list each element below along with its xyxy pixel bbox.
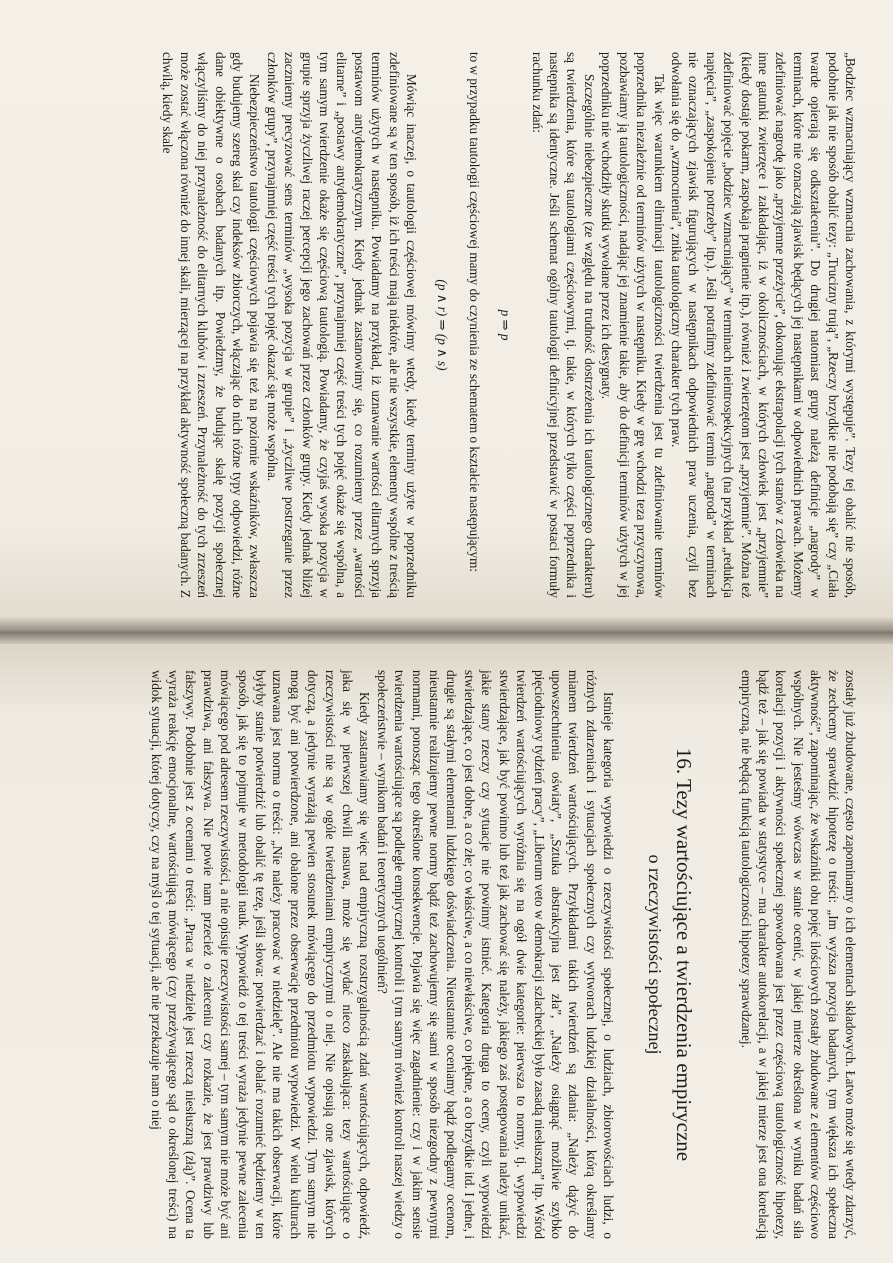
left-page (0, 0, 893, 618)
book-gutter (0, 618, 893, 644)
paragraph: Mówiąc inaczej, o tautologii częściowej mówimy wtedy, kiedy terminy użyte w poprzedniku zdefiniowane są w ten sposób, iż ich treści mają niektóre, ale nie wszystkie, elementy wspólne z treścią terminów użytych w następniku. Powiadamy na przykład, iż uznawanie wartości elitarnych sprzyja postawom antydemokratycznym. Kiedy jednak zastanowimy się, co rozumiemy przez „wartości elitarne” i „postawy antydemokratyczne”, przynajmniej część treści tych pojęć okaże się wspólna, a tym samym twierdzenie okaże się częściową tautologią. Powiadamy, że czyjaś wysoka pozycja w grupie sprzyja życzliwej raczej percepcji jego zachowań przez członków grupy. Kiedy jednak bliżej zaczniemy precyzować sens terminów „wysoka pozycja w grupie” i „życzliwe postrzeganie przez członków grupy”, przynajmniej część treści tych pojęć okazać się może wspólna. (264, 52, 420, 598)
formula-tautology: p ⇒ p (498, 309, 514, 341)
chapter-subtitle: o rzeczywistości społecznej (645, 854, 666, 1055)
paragraph: Szczególnie niebezpieczne (ze względu na trudność dostrzeżenia ich tautologicznego charakteru) są twierdzenia, które są tautologiami częściowymi, tj. takie, w których tylko części poprzednika i następnika są identyczne. Jeśli schemat ogólny tautologii definicyjnej przedstawić w postaci formuły rachunku zdań: (529, 52, 597, 598)
right-page (0, 644, 893, 1263)
paragraph: „Bodziec wzmacniający wzmacnia zachowania, z którymi występuje”. Tezy tej obalić nie sposób, podobnie jak nie sposób obalić tezy: „Trucizny trują”, „Rzeczy brzydkie nie podobają się” czy „Ciała twarde opierają się odkształceniu”. Do drugiej natomiast grupy należą definicje „nagrody” w terminach, które nie oznaczają zjawisk będących jej następnikami w odpowiednich prawach. Możemy zdefiniować nagrodę jako „przyjemne przeżycie”, dokonując ekstrapolacji tych stanów z człowieka na inne gatunki zwierzęce i zakładając, iż w okolicznościach, w których człowiek jest „przyjemnie” (kiedy dostaje pokarm, zaspokaja pragnienie itp.), również i zwierzętom jest „przyjemnie”. Można też zdefiniować pojęcie „bodziec wzmacniający” w terminach nieintrospekcyjnych (na przykład „redukcja napięcia”, „zaspokojenie potrzeby” itp.). Jeśli potrafimy zdefiniować termin „nagroda” w terminach nie oznaczających zjawisk figurujących w następnikach odpowiednich praw uczenia, czyli bez odwołania się do „wzmocnienia”, znika tautologiczny charakter tych praw. (668, 52, 858, 598)
paragraph: Kiedy zastanawiamy się więc nad empiryczną rozstrzygalnością zdań wartościujących, odpowiedź, jaka się w pierwszej chwili nasuwa, może się wydać nieco zaskakująca: tezy wartościujące o rzeczywistości nie są w ogóle twierdzeniami empirycznymi o niej. Nie opisują one zjawisk, których dotyczą, a jedynie wyrażają pewien stosunek mówiącego do przedmiotu wypowiedzi. Tym samym nie mogą być ani potwierdzone, ani obalone przez obserwację przedmiotu wypowiedzi. W wielu kulturach uznawana jest norma o treści: „Nie należy pracować w niedzielę”. Ale nie ma takich obserwacji, które byłyby stanie potwierdzić lub obalić tę tezę, jeśli słowa: potwierdzać i obalać rozumieć będziemy w ten sposób, jak się to pojmuje w metodologii nauk. Wypowiedź o tej treści wyraża jedynie pewne zalecenia mówiącego pod adresem rzeczywistości, a nie opisuje rzeczywistości samej – tym samym nie może być ani prawdziwa, ani fałszywa. Nie powie nam przecież o zaleceniu czy rozkazie, że jest prawdziwy lub fałszywy. Podobnie jest z ocenami o treści: „Praca w niedzielę jest rzeczą niesłuszną (złą)”. Ocena ta wyraża reakcję emocjonalne, wartościującą mówiącego (czy przeżywającego sąd o określonej treści) na widok sytuacji, której dotyczy, czy na myśl o tej sytuacji, ale nie przekazuje nam o niej (148, 670, 373, 1239)
paragraph: Niebezpieczeństwo tautologii częściowych pojawia się też na poziomie wskaźników, zwłaszcza gdy budujemy szereg skal czy indeksów zbiorczych, włączając do nich różne typy odpowiedzi, różne dane obiektywne o osobach badanych itp. Powiedzmy, że budując skalę pozycji społecznej włączyliśmy do niej przynależność do elitarnych klubów i zrzeszeń. Przynależność do tych zrzeszeń może zostać włączona również do innej skali, mierzącej na przykład aktywność społeczną badanych. Z chwilą, kiedy skale (160, 52, 263, 598)
paragraph: zostały już zbudowane, często zapominamy o ich elementach składowych. Łatwo może się wtedy zdarzyć, że zechcemy sprawdzić hipotezę o treści: „Im wyższa pozycja badanych, tym większa ich społeczna aktywność”, zapominając, że wskaźniki obu pojęć ilościowych zostały zbudowane z elementów częściowo wspólnych. Nie jesteśmy wówczas w stanie ocenić, w jakiej mierze określona w wyniku badań siła korelacji pozycji i aktywności społecznej spowodowana jest przez częściową tautologiczność hipotezy, bądź też – jak się powiada w statystyce – ma charakter autokorelacji, a w jakiej mierze jest ona korelacją empiryczną, nie będącą funkcją tautologiczności hipotezy sprawdzanej. (738, 670, 858, 1239)
formula-partial-tautology: (p ∧ r) ⇒ (p ∧ s) (435, 279, 451, 371)
paragraph: Tak więc warunkiem eliminacji tautologiczności twierdzenia jest tu zdefiniowanie terminów poprzednika niezależnie od terminów użytych w następniku. Kiedy w grę wchodzi teza przyczynowa, pozbawiamy ją tautologiczności, nadając jej znamienie takie, aby do definicji terminów użytych w jej poprzedniku nie wchodziły skutki wywołane przez ich desygnaty. (599, 52, 667, 598)
chapter-title: 16. Tezy wartościujące a twierdzenia empiryczne (672, 747, 697, 1162)
paragraph: Istnieje kategoria wypowiedzi o rzeczywistości społecznej, o ludziach, zbiorowościach ludzi, o różnych zdarzeniach i sytuacjach społecznych czy wytworach ludzkiej działalności, którą określamy mianem twierdzeń wartościujących. Przykładami takich twierdzeń są zdania: „Należy dążyć do upowszechnienia oświaty”, „Sztuka abstrakcyjna jest zła”, „Należy osiągnąć możliwie szybko pięciodniowy tydzień pracy”, „Liberum veto w demokracji szlacheckiej było zasadą niesłuszną” itp. Wśród twierdzeń wartościujących wyróżnia się na ogół dwie kategorie: pierwsza to normy, tj. wypowiedzi stwierdzające, jak być powinno lub też jak zachować się należy, jakiego zaś postępowania należy unikać, jakie stany rzeczy czy sytuacje nie powinny istnieć. Kategoria druga to oceny, czyli wypowiedzi stwierdzające, co jest dobre, a co złe; co właściwe, a co niewłaściwe, co piękne, a co brzydkie itd. I jedne, i drugie są stałymi elementami ludzkiego doświadczenia. Nieustannie oceniamy bądź podlegamy ocenom, nieustannie realizujemy pewne normy bądź też zachowujemy się sami w sposób niezgodny z pewnymi normami, ponosząc tego określone konsekwencje. Pojawia się więc zagadnienie: czy i w jakim sensie twierdzenia wartościujące są podległe empirycznej kontroli i tym samym również kontroli naszej wiedzy o społeczeństwie – wynikom badań i teoretycznych uogólnień? (374, 670, 617, 1239)
paragraph: to w przypadku tautologii częściowej mamy do czynienia ze schematem o kształcie następującym: (466, 52, 482, 572)
